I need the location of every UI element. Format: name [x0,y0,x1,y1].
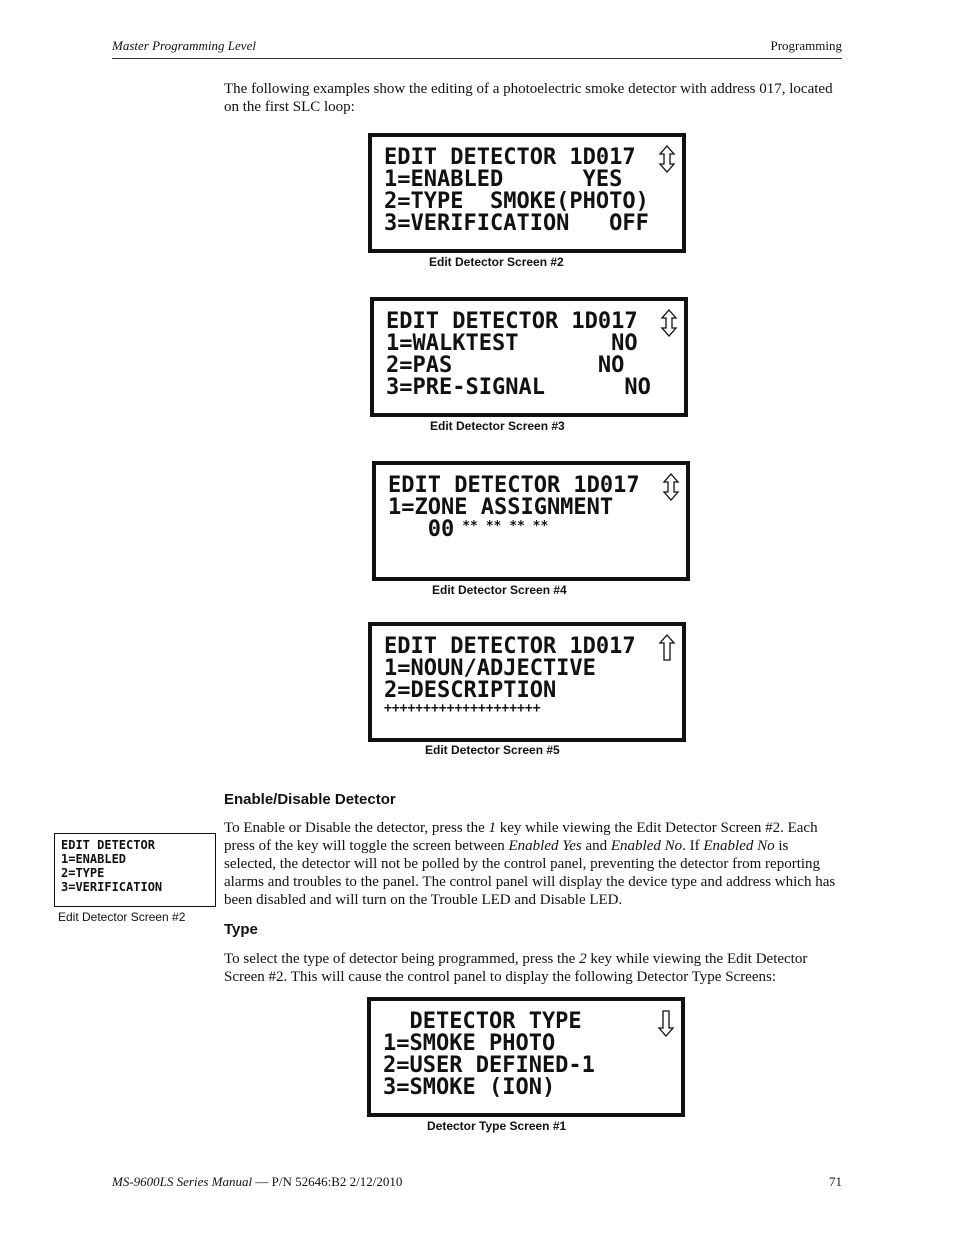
lcd-line: 1=ENABLED YES [384,167,623,192]
text-run: key while viewing the Edit Detector Screen #2. Each press of the key will toggle the screen between [224,820,818,854]
lcd-detector-type-screen-1 [367,997,685,1117]
text-run: and [581,838,611,854]
enable-disable-paragraph [224,819,840,909]
lcd-line: 3=VERIFICATION OFF [384,211,649,236]
lcd-line: 3=VERIFICATION [61,880,163,894]
caption-screen-5: Edit Detector Screen #5 [425,743,560,757]
key-1: 1 [488,820,497,836]
lcd-line: EDIT DETECTOR [61,838,155,852]
up-down-arrow-icon [658,145,676,173]
lcd-line: EDIT DETECTOR 1D017 [388,473,640,498]
lcd-line: 1=ZONE ASSIGNMENT [388,495,614,520]
lcd-line: 2=TYPE SMOKE(PHOTO) [384,189,649,214]
term-enabled-yes: Enabled Yes [508,838,582,854]
lcd-line: 2=PAS NO [386,353,625,378]
text-run: To select the type of detector being programmed, press the [224,951,580,967]
heading-type: Type [224,921,258,938]
intro-paragraph: The following examples show the editing of a photoelectric smoke detector with address 017, located on the first SLC loop: [224,81,833,115]
lcd-line: 1=ENABLED [61,852,127,866]
caption-screen-2: Edit Detector Screen #2 [429,255,564,269]
key-2: 2 [579,951,587,967]
lcd-line: 2=TYPE [61,866,105,880]
footer-part-number: — P/N 52646:B2 2/12/2010 [252,1174,403,1189]
running-header-section: Programming [770,38,842,53]
lcd-line: 1=NOUN/ADJECTIVE [384,656,596,681]
text-run: is selected, the detector will not be polled by the control panel, preventing the detector from reporting alarms and troubles to the panel. The control panel will display the device type and address which has been disabled and will turn on the Trouble LED and Disable LED. [224,838,836,908]
footer-title: MS-9600LS Series Manual [112,1174,253,1189]
lcd-edit-detector-screen-4 [372,461,690,581]
lcd-edit-detector-screen-5 [368,622,686,742]
up-arrow-icon [658,634,676,662]
lcd-line: 3=SMOKE (ION) [383,1075,556,1100]
page-number: 71 [829,1174,842,1189]
lcd-line: 2=DESCRIPTION [384,678,557,703]
caption-screen-3: Edit Detector Screen #3 [430,419,565,433]
side-caption: Edit Detector Screen #2 [58,910,186,924]
lcd-edit-detector-screen-3 [370,297,688,417]
term-enabled-no: Enabled No [703,838,775,854]
text-run: . If [682,838,704,854]
lcd-description-placeholders: ++++++++++++++++++++ [384,701,541,716]
type-paragraph [224,950,840,986]
zone-assignment-row [388,519,686,541]
lcd-line: EDIT DETECTOR 1D017 [384,145,636,170]
caption-detector-type-screen-1: Detector Type Screen #1 [427,1119,567,1133]
lcd-line: 1=WALKTEST NO [386,331,638,356]
up-down-arrow-icon [660,309,678,337]
lcd-line: EDIT DETECTOR 1D017 [384,634,636,659]
lcd-line: EDIT DETECTOR 1D017 [386,309,638,334]
lcd-line: 00 [388,517,455,542]
text-run: To Enable or Disable the detector, press the [224,820,489,836]
lcd-line: 1=SMOKE PHOTO [383,1031,556,1056]
lcd-line: 2=USER DEFINED-1 [383,1053,595,1078]
lcd-edit-detector-screen-2 [368,133,686,253]
side-lcd-edit-detector [54,833,216,907]
down-arrow-icon [657,1009,675,1037]
lcd-zone-placeholders: ** ** ** ** [462,519,549,534]
caption-screen-4: Edit Detector Screen #4 [432,583,567,597]
term-enabled-no: Enabled No [610,838,683,854]
footer-manual-title [112,1174,402,1190]
heading-enable-disable: Enable/Disable Detector [224,791,396,808]
header-rule [112,58,842,59]
lcd-line: DETECTOR TYPE [383,1009,582,1034]
lcd-line: 3=PRE-SIGNAL NO [386,375,651,400]
up-down-arrow-icon [662,473,680,501]
text-run: key while viewing the Edit Detector Screen #2. This will cause the control panel to display the following Detector Type Screens: [224,951,808,985]
running-header-title: Master Programming Level [112,38,256,53]
